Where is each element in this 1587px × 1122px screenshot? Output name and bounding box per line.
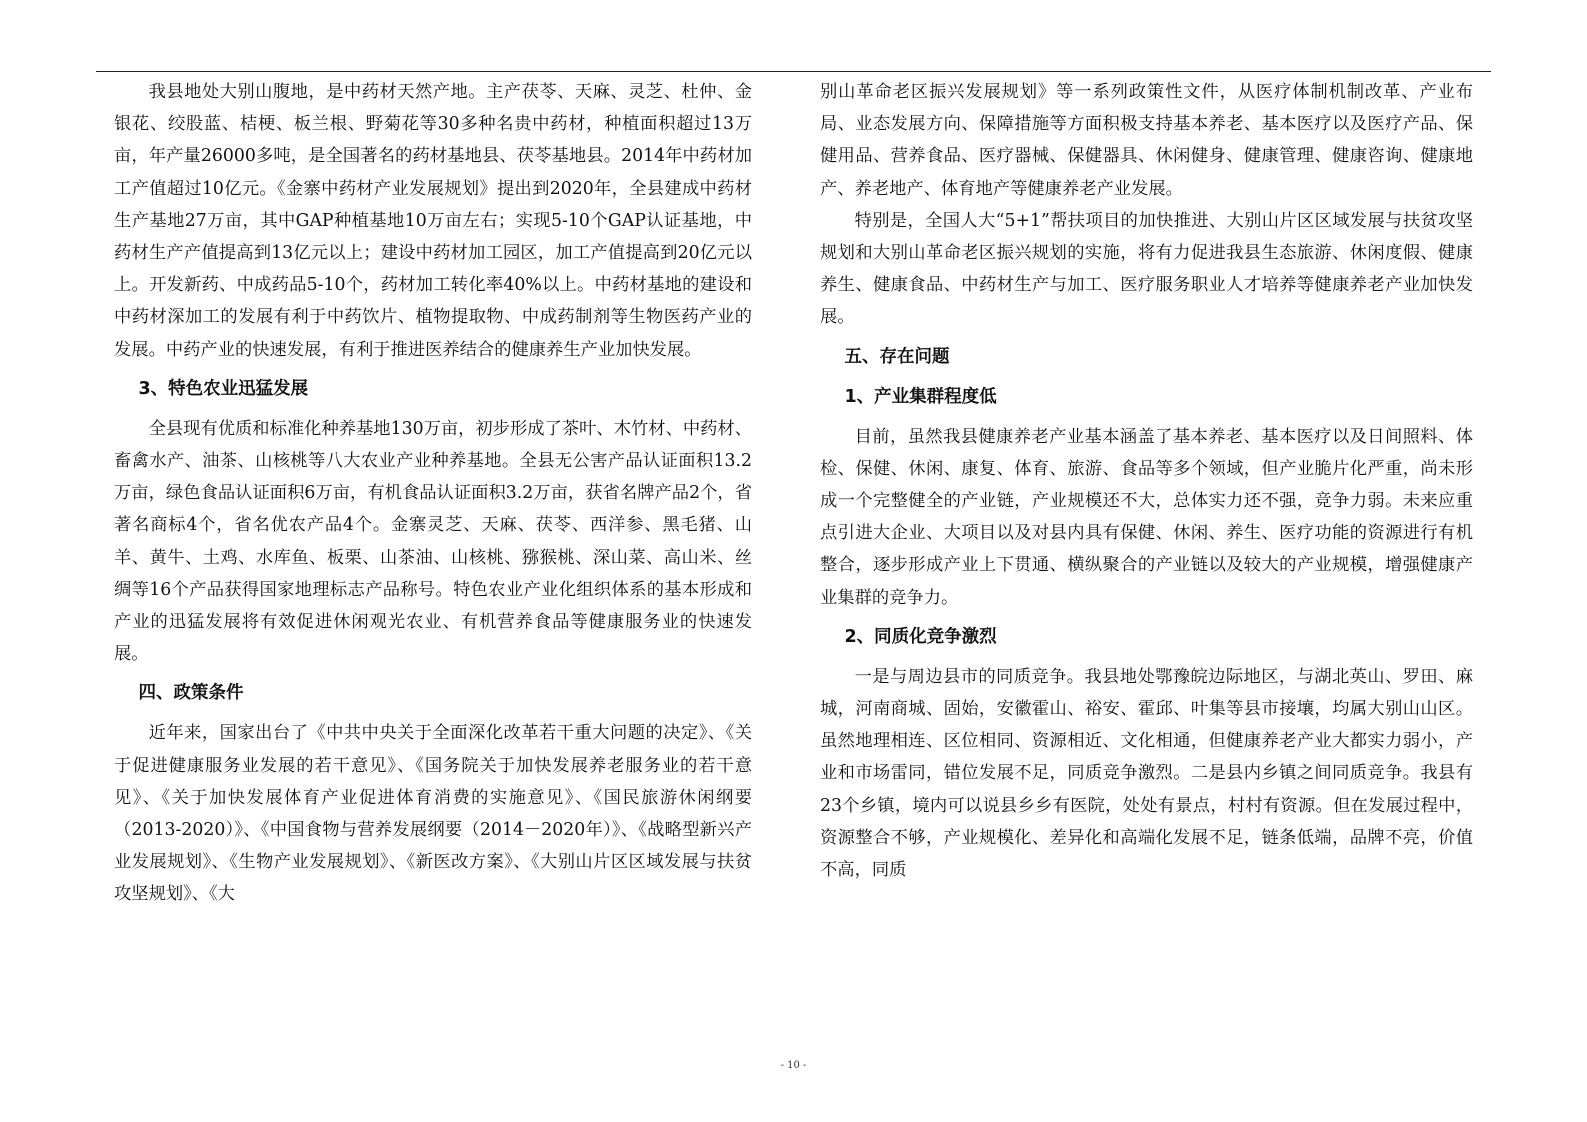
heading-industry-cluster: 1、产业集群程度低 [844,386,997,407]
heading-homogeneous-competition: 2、同质化竞争激烈 [844,626,997,647]
right-column [820,76,1473,886]
heading-policy-conditions: 四、政策条件 [138,683,244,704]
paragraph-policy-continued: 别山革命老区振兴发展规划》等一系列政策性文件，从医疗体制机制改革、产业布局、业态发展方向、保障措施等方面积极支持基本养老、基本医疗以及医疗产品、保健用品、营养食品、医疗器械、保健器具、休闲健身、健康管理、健康咨询、健康地产、养老地产、体育地产等健康养老产业发展。 [820,82,1473,199]
paragraph-special-support: 特别是，全国人大“5+1”帮扶项目的加快推进、大别山片区区域发展与扶贫攻坚规划和大别山革命老区振兴规划的实施，将有力促进我县生态旅游、休闲度假、健康养生、健康食品、中药材生产与加工、医疗服务职业人才培养等健康养老产业加快发展。 [820,210,1473,328]
heading-characteristic-agriculture: 3、特色农业迅猛发展 [138,378,309,399]
paragraph-agriculture: 全县现有优质和标准化种养基地130万亩，初步形成了茶叶、木竹材、中药材、畜禽水产、油茶、山核桃等八大农业产业种养基地。全县无公害产品认证面积13.2万亩，绿色食品认证面积6万亩，有机食品认证面积3.2万亩，获省名牌产品2个，省著名商标4个，省名优农产品4个。金寨灵芝、天麻、茯苓、西洋参、黑毛猪、山羊、黄牛、土鸡、水库鱼、板栗、山茶油、山核桃、猕猴桃、深山菜、高山米、丝绸等16个产品获得国家地理标志产品称号。特色农业产业化组织体系的基本形成和产业的迅猛发展将有效促进休闲观光农业、有机营养食品等健康服务业的快速发展。 [114,418,752,665]
left-column [114,76,752,911]
paragraph-herbal-medicine: 我县地处大别山腹地，是中药材天然产地。主产茯苓、天麻、灵芝、杜仲、金银花、绞股蓝、桔梗、板兰根、野菊花等30多种名贵中药材，种植面积超过13万亩，年产量26000多吨，是全国著名的药材基地县、茯苓基地县。2014年中药材加工产值超过10亿元。《金寨中药材产业发展规划》提出到2020年，全县建成中药材生产基地27万亩，其中GAP种植基地10万亩左右；实现5-10个GAP认证基地，中药材生产产值提高到13亿元以上；建设中药材加工园区，加工产值提高到20亿元以上。开发新药、中成药品5-10个，药材加工转化率40%以上。中药材基地的建设和中药材深加工的发展有利于中药饮片、植物提取物、中成药制剂等生物医药产业的发展。中药产业的快速发展，有利于推进医养结合的健康养生产业加快发展。 [114,82,752,360]
header-rule [96,71,1491,72]
paragraph-industry-cluster: 目前，虽然我县健康养老产业基本涵盖了基本养老、基本医疗以及日间照料、体检、保健、休闲、康复、体育、旅游、食品等多个领域，但产业脆片化严重，尚未形成一个完整健全的产业链，产业规模还不大，总体实力还不强，竞争力弱。未来应重点引进大企业、大项目以及对县内具有保健、休闲、养生、医疗功能的资源进行有机整合，逐步形成产业上下贯通、横纵聚合的产业链以及较大的产业规模，增强健康产业集群的竞争力。 [820,426,1473,608]
page-number: - 10 - [780,1060,807,1071]
paragraph-policy: 近年来，国家出台了《中共中央关于全面深化改革若干重大问题的决定》、《关于促进健康服务业发展的若干意见》、《国务院关于加快发展养老服务业的若干意见》、《关于加快发展体育产业促进体育消费的实施意见》、《国民旅游休闲纲要（2013-2020）》、《中国食物与营养发展纲要（2014－2020年）》、《战略型新兴产业发展规划》、《生物产业发展规划》、《新医改方案》、《大别山片区区域发展与扶贫攻坚规划》、《大 [114,723,752,905]
paragraph-homogeneous-competition: 一是与周边县市的同质竞争。我县地处鄂豫皖边际地区，与湖北英山、罗田、麻城，河南商城、固始，安徽霍山、裕安、霍邱、叶集等县市接壤，均属大别山山区。虽然地理相连、区位相同、资源相近、文化相通，但健康养老产业大都实力弱小，产业和市场雷同，错位发展不足，同质竞争激烈。二是县内乡镇之间同质竞争。我县有23个乡镇，境内可以说县乡乡有医院，处处有景点，村村有资源。但在发展过程中，资源整合不够，产业规模化、差异化和高端化发展不足，链条低端，品牌不亮，价值不高，同质 [820,666,1473,881]
heading-existing-problems: 五、存在问题 [844,346,950,367]
